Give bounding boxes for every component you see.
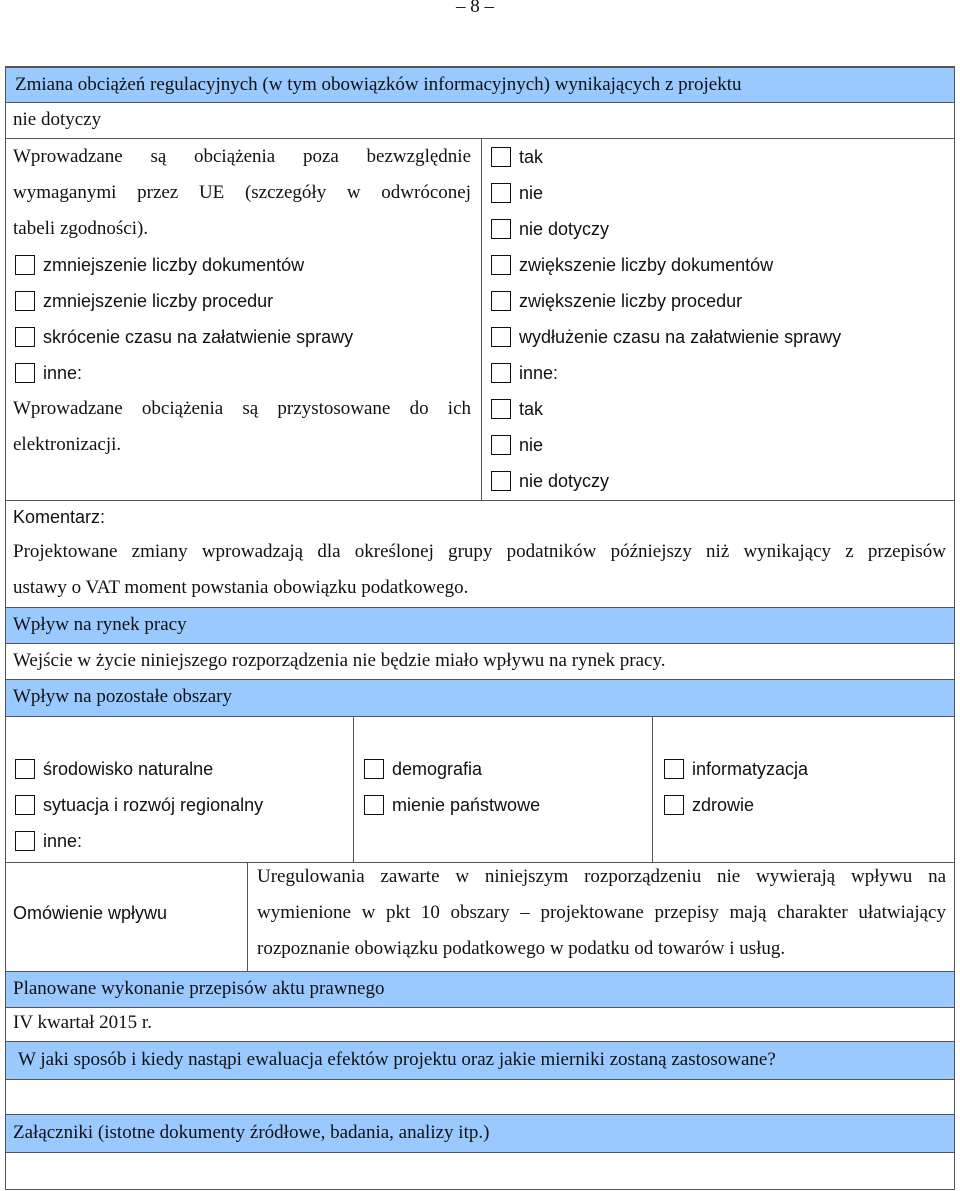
electronization-na-label: nie dotyczy [519, 471, 610, 491]
right-other-label: inne: [519, 363, 559, 383]
electronization-na-checkbox[interactable] [491, 471, 511, 491]
attachments-title: Załączniki (istotne dokumenty źródłowe, badania, analizy itp.) [13, 1122, 490, 1143]
electronization-yes-checkbox[interactable] [491, 399, 511, 419]
impact-discussion-line3: rozpoznanie obowiązku podatkowego w podatku od towarów i usług. [257, 938, 786, 959]
burdens-yes-label: tak [519, 147, 544, 167]
decrease-documents-checkbox[interactable] [15, 255, 35, 275]
page-number: – 8 – [456, 0, 494, 17]
demography-checkbox[interactable] [364, 759, 384, 779]
comment-label: Komentarz: [13, 507, 106, 527]
burdens-beyond-eu-line2: wymaganymi przez UE (szczegóły w odwróconej [13, 182, 471, 203]
increase-documents-label: zwiększenie liczby dokumentów [519, 255, 774, 275]
areas-other-label: inne: [43, 831, 83, 851]
state-property-label: mienie państwowe [392, 795, 541, 815]
planned-execution-header [6, 971, 954, 1008]
impact-discussion-line1: Uregulowania zawarte w niniejszym rozporządzeniu nie wywierają wpływu na [257, 866, 946, 887]
other-areas-header [6, 679, 954, 717]
environment-label: środowisko naturalne [43, 759, 214, 779]
left-other-checkbox[interactable] [15, 363, 35, 383]
left-other-label: inne: [43, 363, 83, 383]
state-property-checkbox[interactable] [364, 795, 384, 815]
impact-discussion-label: Omówienie wpływu [13, 903, 168, 923]
evaluation-title: W jaki sposób i kiedy nastąpi ewaluacja efektów projektu oraz jakie mierniki zostaną zastosowane? [18, 1049, 776, 1070]
burdens-na-label: nie dotyczy [519, 219, 610, 239]
shorten-time-checkbox[interactable] [15, 327, 35, 347]
areas-other-checkbox[interactable] [15, 831, 35, 851]
informatization-checkbox[interactable] [664, 759, 684, 779]
comment-line2: ustawy o VAT moment powstania obowiązku podatkowego. [13, 577, 469, 598]
electronization-line1: Wprowadzane obciążenia są przystosowane do ich [13, 398, 471, 419]
burdens-beyond-eu-line3: tabeli zgodności). [13, 218, 149, 239]
not-applicable-text: nie dotyczy [13, 109, 102, 130]
electronization-line2: elektronizacji. [13, 434, 122, 455]
increase-procedures-checkbox[interactable] [491, 291, 511, 311]
decrease-procedures-checkbox[interactable] [15, 291, 35, 311]
burdens-beyond-eu-line1: Wprowadzane są obciążenia poza bezwzględnie [13, 146, 471, 167]
health-checkbox[interactable] [664, 795, 684, 815]
right-other-checkbox[interactable] [491, 363, 511, 383]
decrease-procedures-label: zmniejszenie liczby procedur [43, 291, 274, 311]
regional-development-label: sytuacja i rozwój regionalny [43, 795, 264, 815]
shorten-time-label: skrócenie czasu na załatwienie sprawy [43, 327, 354, 347]
regulatory-burden-title: Zmiana obciążeń regulacyjnych (w tym obowiązków informacyjnych) wynikających z projektu [15, 74, 742, 95]
health-label: zdrowie [692, 795, 755, 815]
impact-discussion-line2: wymienione w pkt 10 obszary – projektowane przepisy mają charakter ułatwiający [257, 902, 946, 923]
labor-market-title: Wpływ na rynek pracy [13, 614, 187, 635]
environment-checkbox[interactable] [15, 759, 35, 779]
burdens-na-checkbox[interactable] [491, 219, 511, 239]
increase-documents-checkbox[interactable] [491, 255, 511, 275]
increase-procedures-label: zwiększenie liczby procedur [519, 291, 743, 311]
electronization-no-checkbox[interactable] [491, 435, 511, 455]
planned-execution-value: IV kwartał 2015 r. [13, 1012, 152, 1033]
comment-line1: Projektowane zmiany wprowadzają dla określonej grupy podatników późniejszy niż wynikający z przepisów [13, 541, 946, 562]
extend-time-checkbox[interactable] [491, 327, 511, 347]
burdens-yes-checkbox[interactable] [491, 147, 511, 167]
other-areas-title: Wpływ na pozostałe obszary [13, 686, 232, 707]
electronization-no-label: nie [519, 435, 544, 455]
regulatory-assessment-table [5, 66, 955, 1190]
electronization-yes-label: tak [519, 399, 544, 419]
decrease-documents-label: zmniejszenie liczby dokumentów [43, 255, 305, 275]
labor-market-header [6, 607, 954, 644]
regulatory-burden-header [6, 67, 954, 103]
evaluation-header [6, 1041, 954, 1080]
burdens-no-label: nie [519, 183, 544, 203]
attachments-header [6, 1114, 954, 1153]
demography-label: demografia [392, 759, 483, 779]
regional-development-checkbox[interactable] [15, 795, 35, 815]
labor-market-text: Wejście w życie niniejszego rozporządzenia nie będzie miało wpływu na rynek pracy. [13, 650, 666, 671]
informatization-label: informatyzacja [692, 759, 809, 779]
burdens-no-checkbox[interactable] [491, 183, 511, 203]
planned-execution-title: Planowane wykonanie przepisów aktu prawnego [13, 978, 385, 999]
extend-time-label: wydłużenie czasu na załatwienie sprawy [519, 327, 842, 347]
